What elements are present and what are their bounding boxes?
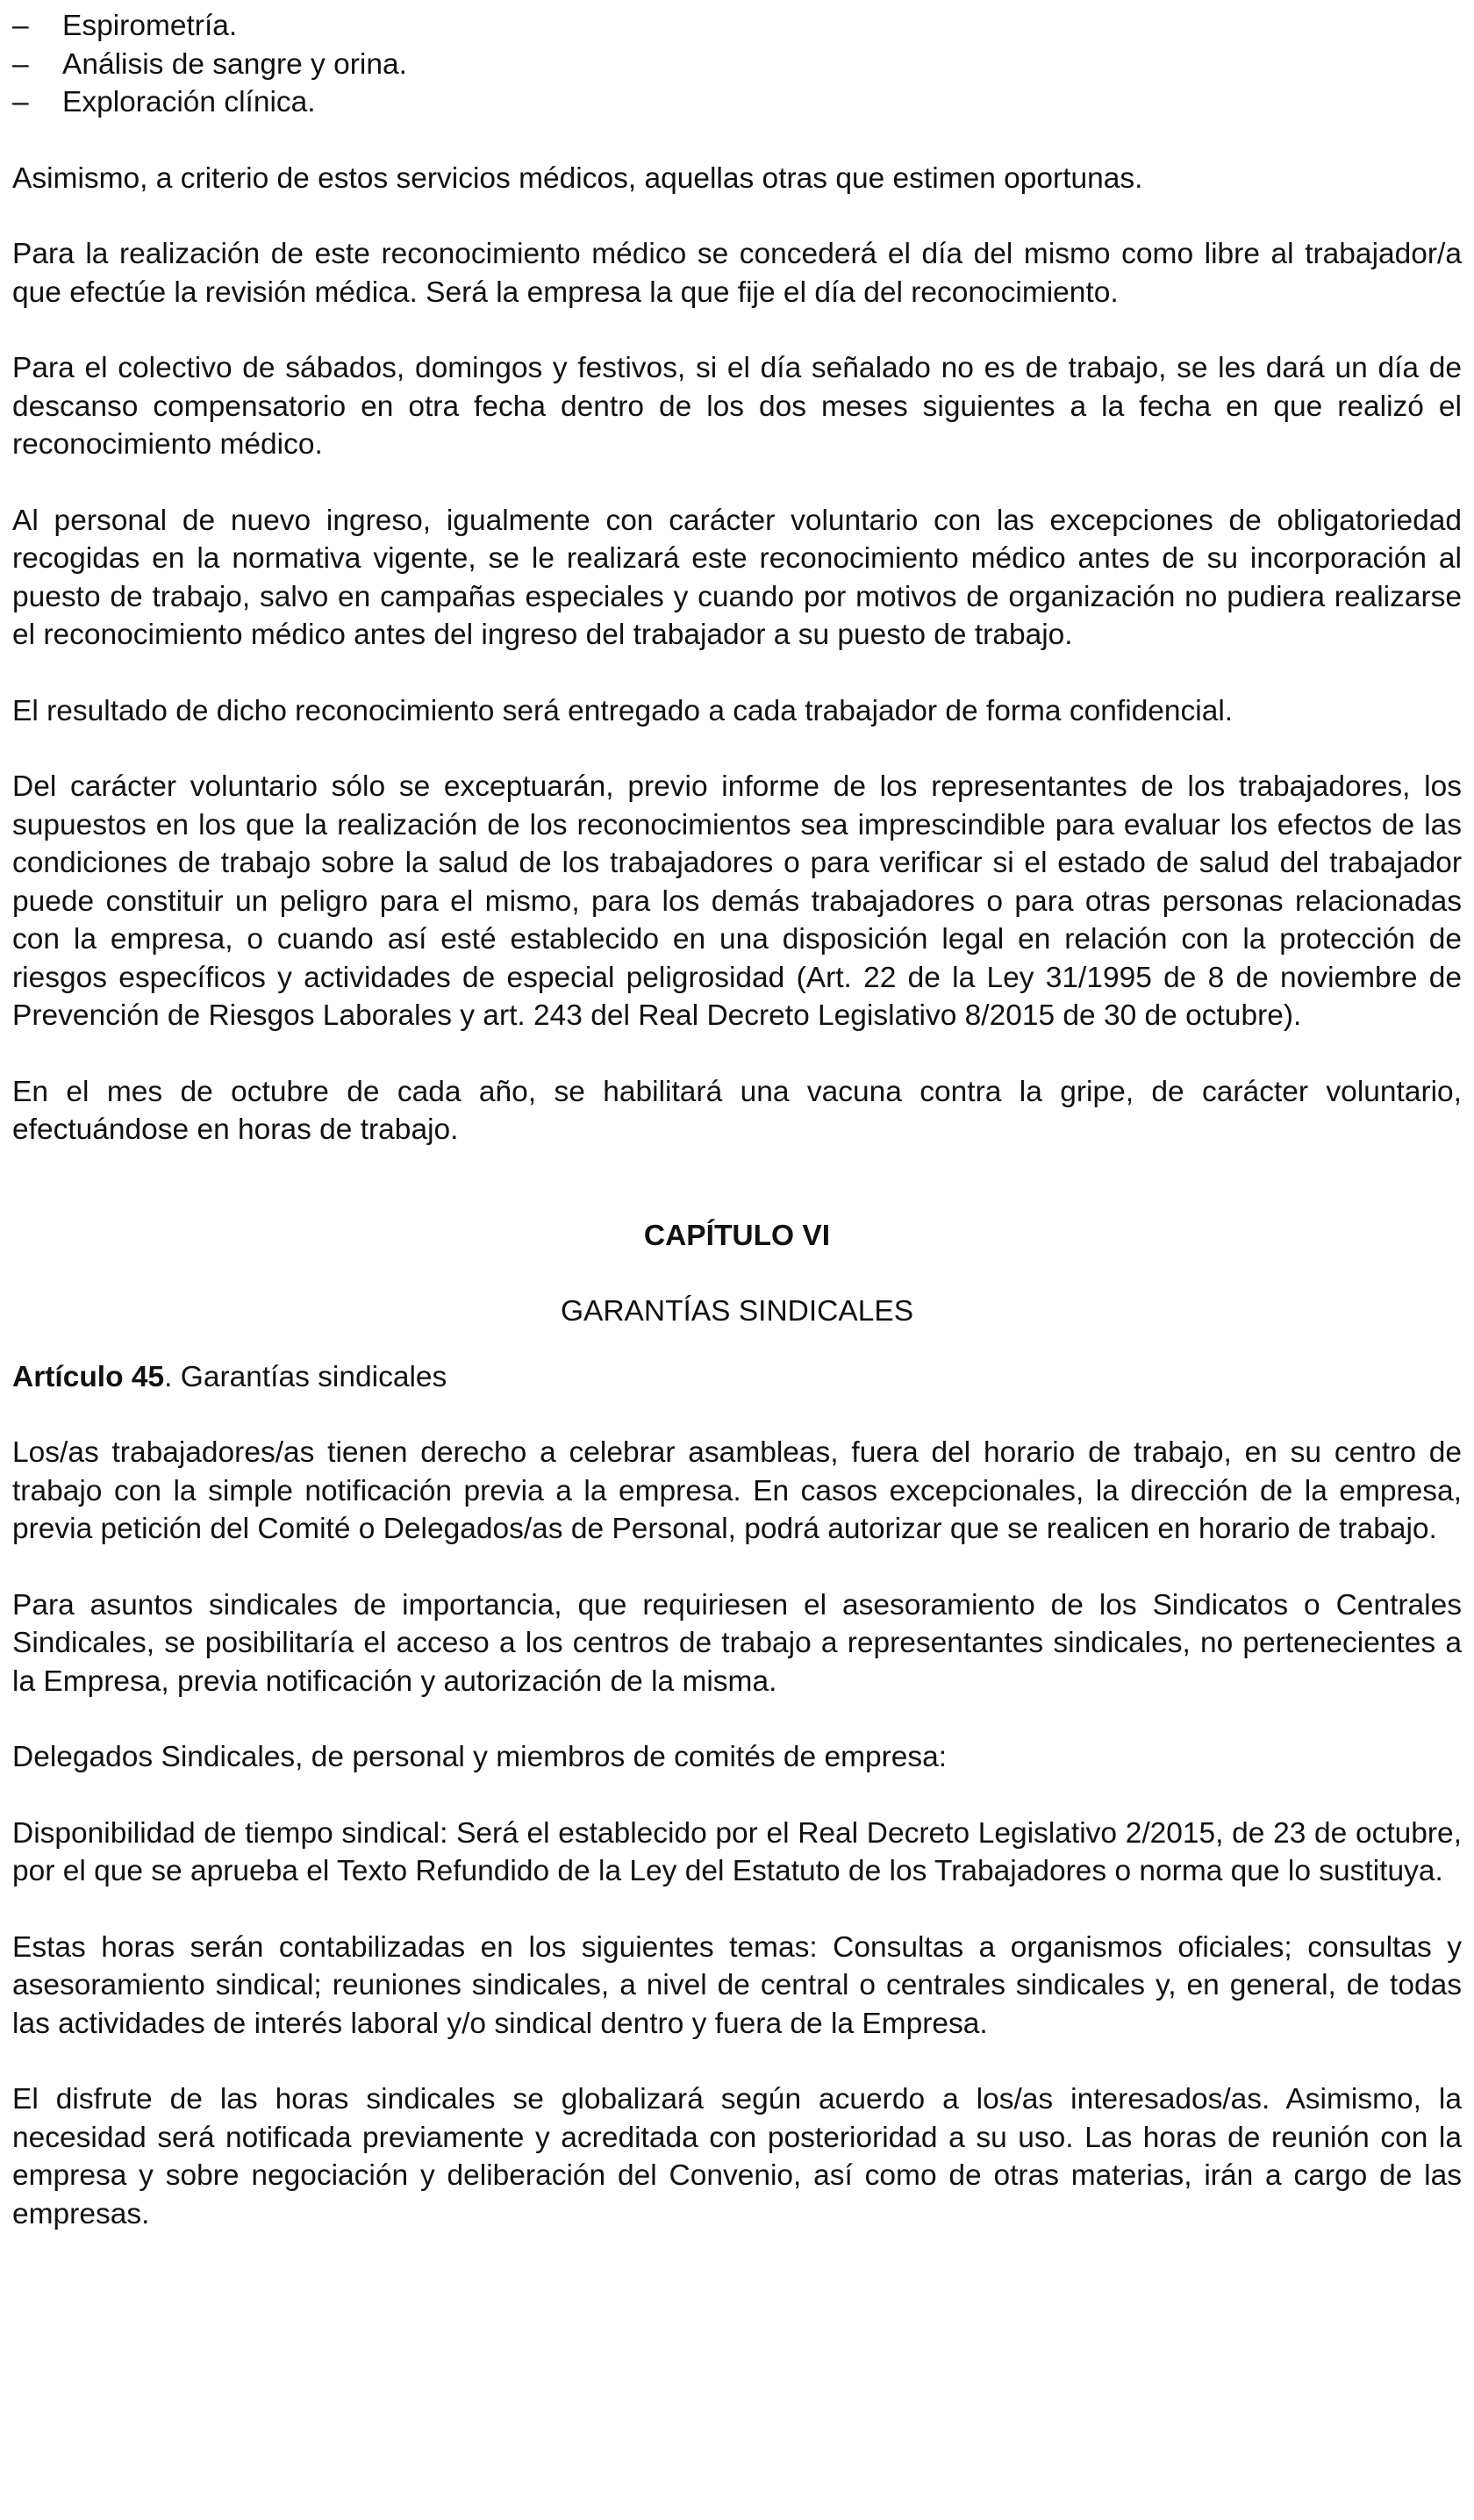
list-item-text: Exploración clínica. — [62, 86, 316, 118]
paragraph: Disponibilidad de tiempo sindical: Será el establecido por el Real Decreto Legislativo 2/2015, de 23 de octubre, por el que se aprueba el Texto Refundido de la Ley del Estatuto de los Trabajadores o norma que lo sustituya. — [12, 1816, 1462, 1887]
list-item — [12, 7, 1462, 46]
paragraph: El resultado de dicho reconocimiento será entregado a cada trabajador de forma confidencial. — [12, 694, 1234, 727]
paragraph: En el mes de octubre de cada año, se habilitará una vacuna contra la gripe, de carácter voluntario, efectuándose en horas de trabajo. — [12, 1075, 1462, 1146]
paragraph: Del carácter voluntario sólo se exceptuarán, previo informe de los representantes de los trabajadores, los supuestos en los que la realización de los reconocimientos sea imprescindible para evaluar los efectos de las condiciones de trabajo sobre la salud de los trabajadores o para verificar si el estado de salud del trabajador puede constituir un peligro para el mismo, para los demás trabajadores o para otras personas relacionadas con la empresa, o cuando así esté establecido en una disposición legal en relación con la protección de riesgos específicos y actividades de especial peligrosidad (Art. 22 de la Ley 31/1995 de 8 de noviembre de Prevención de Riesgos Laborales y art. 243 del Real Decreto Legislativo 8/2015 de 30 de octubre). — [12, 770, 1462, 1032]
article-heading — [12, 1358, 1462, 1397]
paragraph: Para la realización de este reconocimiento médico se concederá el día del mismo como libre al trabajador/a que efectúe la revisión médica. Será la empresa la que fije el día del reconocimiento. — [12, 238, 1462, 309]
list-dash: – — [12, 86, 29, 118]
list-item-text: Análisis de sangre y orina. — [62, 47, 407, 81]
article-title: . Garantías sindicales — [164, 1360, 447, 1393]
paragraph: Para el colectivo de sábados, domingos y festivos, si el día señalado no es de trabajo, se les dará un día de descanso compensatorio en otra fecha dentro de los dos meses siguientes a la fecha en que realizó el reconocimiento médico. — [12, 352, 1462, 461]
medical-tests-list — [12, 7, 1462, 122]
list-item-text: Espirometría. — [62, 10, 238, 42]
paragraph: Los/as trabajadores/as tienen derecho a celebrar asambleas, fuera del horario de trabajo, en su centro de trabajo con la simple notificación previa a la empresa. En casos excepcionales, la dirección de la empresa, previa petición del Comité o Delegados/as de Personal, podrá autorizar que se realicen en horario de trabajo. — [12, 1436, 1462, 1545]
paragraph: Delegados Sindicales, de personal y miembros de comités de empresa: — [12, 1741, 948, 1773]
paragraph: Al personal de nuevo ingreso, igualmente con carácter voluntario con las excepciones de obligatoriedad recogidas en la normativa vigente, se le realizará este reconocimiento médico antes de su incorporación al puesto de trabajo, salvo en campañas especiales y cuando por motivos de organización no pudiera realizarse el reconocimiento médico antes del ingreso del trabajador a su puesto de trabajo. — [12, 504, 1462, 651]
list-item — [12, 83, 1462, 122]
paragraph: Asimismo, a criterio de estos servicios médicos, aquellas otras que estimen oportunas. — [12, 161, 1143, 195]
list-item — [12, 46, 1462, 84]
paragraph: Para asuntos sindicales de importancia, que requiriesen el asesoramiento de los Sindicatos o Centrales Sindicales, se posibilitaría el acceso a los centros de trabajo a representantes sindicales, no pertenecientes a la Empresa, previa notificación y autorización de la misma. — [12, 1588, 1462, 1698]
list-dash: – — [12, 10, 29, 42]
document-page — [12, 0, 1462, 2233]
chapter-subtitle: GARANTÍAS SINDICALES — [560, 1295, 914, 1328]
paragraph: El disfrute de las horas sindicales se globalizará según acuerdo a los/as interesados/as. Asimismo, la necesidad será notificada previamente y acreditada con posterioridad a su uso. Las horas de reunión con la empresa y sobre negociación y deliberación del Convenio, así como de otras materias, irán a cargo de las empresas. — [12, 2083, 1462, 2230]
chapter-title: CAPÍTULO VI — [643, 1219, 831, 1252]
paragraph: Estas horas serán contabilizadas en los siguientes temas: Consultas a organismos oficiales; consultas y asesoramiento sindical; reuniones sindicales, a nivel de central o centrales sindicales y, en general, de todas las actividades de interés laboral y/o sindical dentro y fuera de la Empresa. — [12, 1930, 1462, 2040]
list-dash: – — [12, 47, 29, 81]
article-label: Artículo 45 — [12, 1360, 165, 1393]
